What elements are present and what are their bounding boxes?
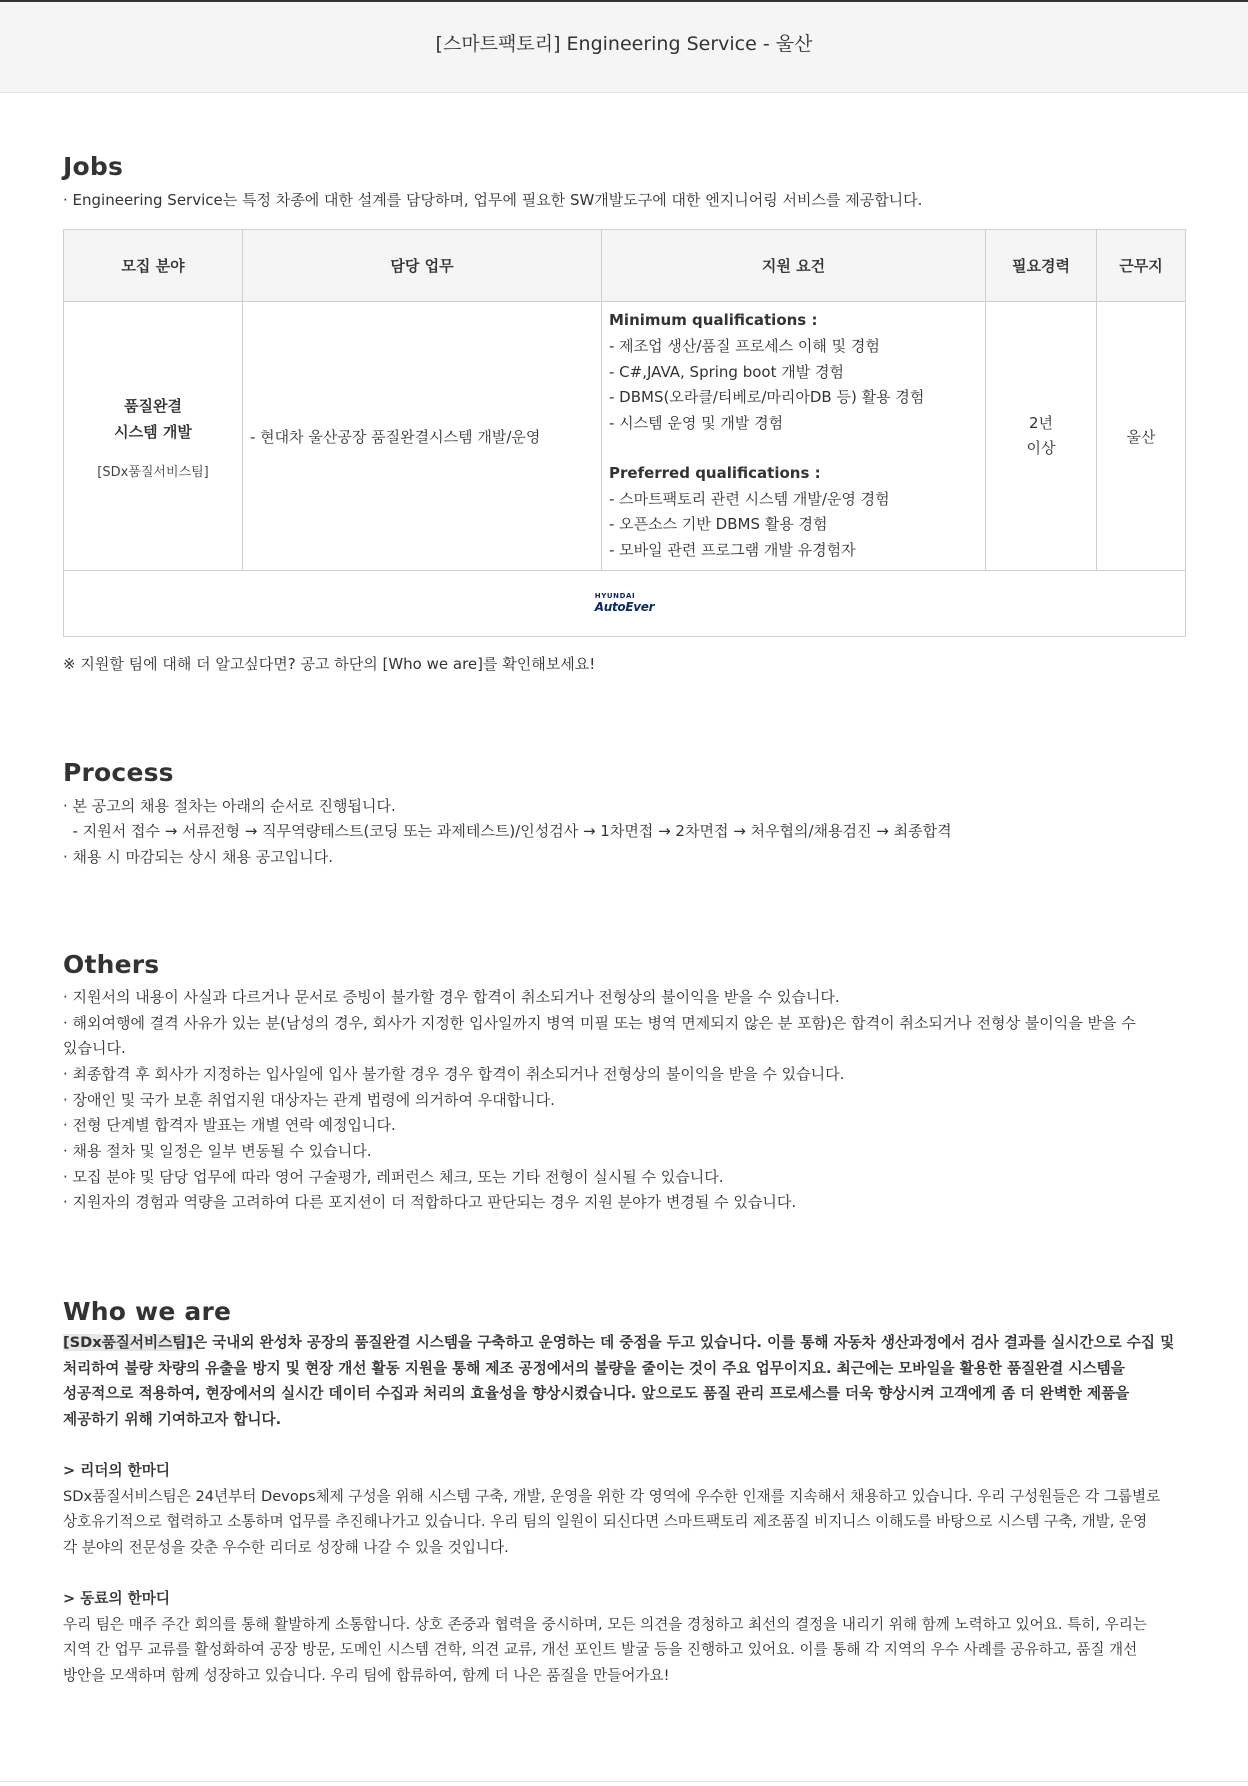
min-qualification-item: - 시스템 운영 및 개발 경험 <box>609 413 784 432</box>
others-line: 있습니다. <box>63 1039 126 1057</box>
requirements-cell <box>602 302 986 571</box>
logo-row <box>64 571 1186 637</box>
jobs-intro: · Engineering Service는 특정 차종에 대한 설계를 담당하며, 업무에 필요한 SW개발도구에 대한 엔지니어링 서비스를 제공합니다. <box>63 191 923 209</box>
logo-top-text: HYUNDAI <box>594 591 636 600</box>
leader-line: 각 분야의 전문성을 갖춘 우수한 리더로 성장해 나갈 수 있을 것입니다. <box>63 1538 509 1556</box>
intro-line: 은 국내외 완성차 공장의 품질완결 시스템을 구축하고 운영하는 데 중점을 두고 있습니다. 이를 통해 자동차 생산과정에서 검사 결과를 실시간으로 수집 및 <box>192 1334 1175 1351</box>
others-line: · 모집 분야 및 담당 업무에 따라 영어 구술평가, 레퍼런스 체크, 또는 기타 전형이 실시될 수 있습니다. <box>63 1168 724 1186</box>
jobs-table <box>63 229 1186 637</box>
intro-line: 성공적으로 적용하여, 현장에서의 실시간 데이터 수집과 처리의 효율성을 향상시켰습니다. 앞으로도 품질 관리 프로세스를 더욱 향상시켜 고객에게 좀 더 완벽한 제품을 <box>63 1385 1130 1403</box>
process-heading: Process <box>63 758 174 787</box>
peer-line: 우리 팀은 매주 주간 회의를 통해 활발하게 소통합니다. 상호 존중과 협력을 중시하며, 모든 의견을 경청하고 최선의 결정을 내리기 위해 함께 노력하고 있어요. 특히, 우리는 <box>63 1615 1147 1633</box>
header-duty: 담당 업무 <box>243 230 602 302</box>
others-line: · 지원서의 내용이 사실과 다르거나 문서로 증빙이 불가할 경우 합격이 취소되거나 전형상의 불이익을 받을 수 있습니다. <box>63 988 840 1006</box>
preferred-qualification-item: - 오픈소스 기반 DBMS 활용 경험 <box>609 515 828 534</box>
others-heading: Others <box>63 950 160 979</box>
others-line: · 지원자의 경험과 역량을 고려하여 다른 포지션이 더 적합하다고 판단되는 경우 지원 분야가 변경될 수 있습니다. <box>63 1193 797 1211</box>
field-cell <box>64 302 243 571</box>
leader-line: 상호유기적으로 협력하고 소통하며 업무를 추진해나가고 있습니다. 우리 팀의 일원이 되신다면 스마트팩토리 제조품질 비지니스 이해도를 바탕으로 시스템 구축, 개발, 운영 <box>63 1513 1148 1531</box>
process-line: · 채용 시 마감되는 상시 채용 공고입니다. <box>63 848 333 866</box>
leader-comment-title: > 리더의 한마디 <box>63 1462 170 1479</box>
others-line: · 최종합격 후 회사가 지정하는 입사일에 입사 불가할 경우 경우 합격이 취소되거나 전형상의 불이익을 받을 수 있습니다. <box>63 1065 845 1083</box>
header-field: 모집 분야 <box>64 230 243 302</box>
process-line: - 지원서 접수 → 서류전형 → 직무역량테스트(코딩 또는 과제테스트)/인성검사 → 1차면접 → 2차면접 → 처우협의/채용검진 → 최종합격 <box>63 822 952 840</box>
peer-comment-title: > 동료의 한마디 <box>63 1590 170 1607</box>
location-cell: 울산 <box>1097 302 1186 571</box>
field-name-line2: 시스템 개발 <box>114 422 192 441</box>
career-line2: 이상 <box>1026 439 1056 457</box>
others-line: · 전형 단계별 합격자 발표는 개별 연락 예정입니다. <box>63 1116 396 1134</box>
preferred-qualifications-title: Preferred qualifications : <box>609 464 821 483</box>
logo-bottom-text: AutoEver <box>594 599 655 614</box>
jobs-note: ※ 지원할 팀에 대해 더 알고싶다면? 공고 하단의 [Who we are]를 확인해보세요! <box>63 655 596 673</box>
page-title: [스마트팩토리] Engineering Service - 울산 <box>435 33 813 55</box>
preferred-qualification-item: - 모바일 관련 프로그램 개발 유경험자 <box>609 541 856 560</box>
team-tag: [SDx품질서비스팀] <box>63 1334 193 1351</box>
peer-line: 지역 간 업무 교류를 활성화하여 공장 방문, 도메인 시스템 견학, 의견 교류, 개선 포인트 발굴 등을 진행하고 있어요. 이를 통해 각 지역의 우수 사례를 공유하고, 품질 개선 <box>63 1641 1138 1659</box>
jobs-heading: Jobs <box>63 152 124 181</box>
header-career: 필요경력 <box>986 230 1097 302</box>
table-row <box>64 302 1186 571</box>
team-name: [SDx품질서비스팀] <box>97 464 209 480</box>
leader-line: SDx품질서비스팀은 24년부터 Devops체제 구성을 위해 시스템 구축, 개발, 운영을 위한 각 영역에 우수한 인재를 지속해서 채용하고 있습니다. 우리 구성원들은 각 그룹별로 <box>63 1487 1161 1505</box>
min-qualification-item: - C#,JAVA, Spring boot 개발 경험 <box>609 362 844 381</box>
process-line: · 본 공고의 채용 절차는 아래의 순서로 진행됩니다. <box>63 797 396 815</box>
duty-cell: - 현대차 울산공장 품질완결시스템 개발/운영 <box>243 302 602 571</box>
who-we-are-intro <box>63 1330 1188 1432</box>
logo-cell <box>64 571 1186 637</box>
hyundai-autoever-logo <box>595 593 655 613</box>
career-line1: 2년 <box>1028 414 1054 432</box>
leader-comment <box>63 1458 1188 1560</box>
header-requirements: 지원 요건 <box>602 230 986 302</box>
peer-line: 방안을 모색하며 함께 성장하고 있습니다. 우리 팀에 합류하여, 함께 더 나은 품질을 만들어가요! <box>63 1666 670 1684</box>
field-name-line1: 품질완결 <box>124 396 182 415</box>
others-line: · 장애인 및 국가 보훈 취업지원 대상자는 관계 법령에 의거하여 우대합니다. <box>63 1091 555 1109</box>
bottom-divider <box>0 1781 1248 1782</box>
header-location: 근무지 <box>1097 230 1186 302</box>
min-qualifications-title: Minimum qualifications : <box>609 311 818 330</box>
others-line: · 채용 절차 및 일정은 일부 변동될 수 있습니다. <box>63 1142 372 1160</box>
others-line: · 해외여행에 결격 사유가 있는 분(남성의 경우, 회사가 지정한 입사일까지 병역 미필 또는 병역 면제되지 않은 분 포함)은 합격이 취소되거나 전형상 불이익을 받을 수 <box>63 1014 1136 1032</box>
page-header <box>0 2 1248 93</box>
career-cell <box>986 302 1097 571</box>
min-qualification-item: - DBMS(오라클/티베로/마리아DB 등) 활용 경험 <box>609 388 925 407</box>
peer-comment <box>63 1586 1188 1688</box>
intro-line: 제공하기 위해 기여하고자 합니다. <box>63 1410 282 1428</box>
min-qualification-item: - 제조업 생산/품질 프로세스 이해 및 경험 <box>609 336 880 355</box>
intro-line: 처리하여 불량 차량의 유출을 방지 및 현장 개선 활동 지원을 통해 제조 공정에서의 불량을 줄이는 것이 주요 업무이지요. 최근에는 모바일을 활용한 품질완결 시스템을 <box>63 1359 1125 1377</box>
jobs-table-header-row <box>64 230 1186 302</box>
preferred-qualification-item: - 스마트팩토리 관련 시스템 개발/운영 경험 <box>609 489 890 508</box>
who-we-are-heading: Who we are <box>63 1297 232 1326</box>
